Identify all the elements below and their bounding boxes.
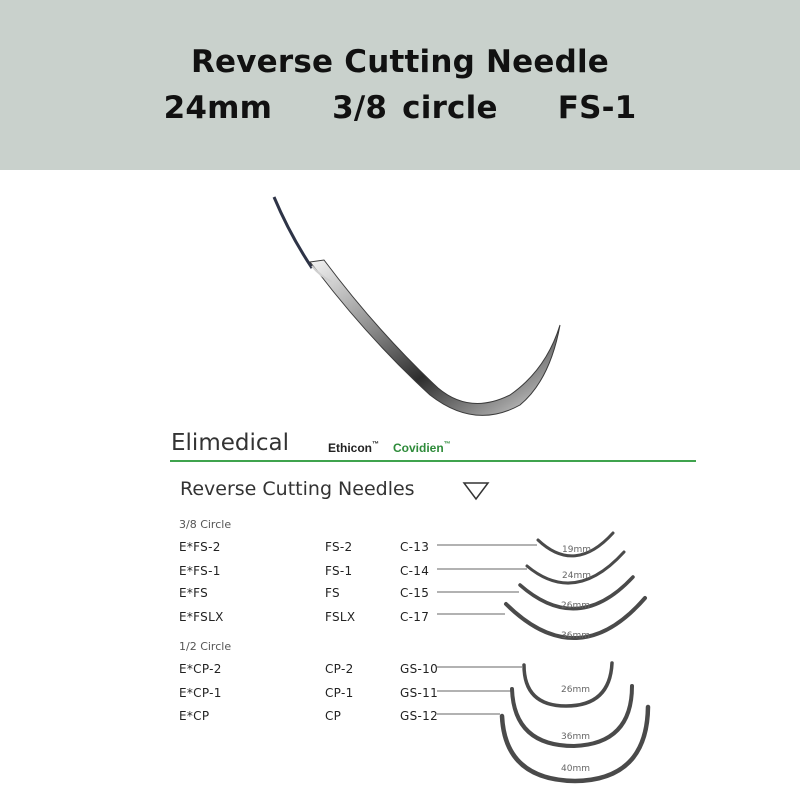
section-title: Reverse Cutting Needles bbox=[180, 478, 415, 500]
elimedical-logo: Elimedical bbox=[171, 430, 289, 456]
table-cell: CP-1 bbox=[325, 686, 354, 700]
size-label: 36mm bbox=[561, 732, 590, 742]
needle-size: 24mm bbox=[163, 90, 273, 126]
table-cell: E*FS-2 bbox=[179, 540, 221, 554]
needle-curvature: 3/8 circle bbox=[332, 90, 498, 126]
table-cell: FS-2 bbox=[325, 540, 353, 554]
table-cell: E*FS bbox=[179, 586, 209, 600]
size-labels bbox=[561, 545, 591, 774]
table-cell: CP bbox=[325, 709, 342, 723]
group-label-3-8-circle: 3/8 Circle bbox=[179, 518, 232, 531]
size-label: 26mm bbox=[561, 685, 590, 695]
table-cell: E*CP-1 bbox=[179, 686, 222, 700]
table-cell: GS-11 bbox=[400, 686, 439, 700]
table-cell: C-14 bbox=[400, 564, 430, 578]
size-label: 26mm bbox=[561, 601, 590, 611]
table-cell: FSLX bbox=[325, 610, 356, 624]
table-cell: GS-12 bbox=[400, 709, 439, 723]
table-cell: GS-10 bbox=[400, 662, 439, 676]
group-label-1-2-circle: 1/2 Circle bbox=[179, 640, 232, 653]
table-cell: C-17 bbox=[400, 610, 430, 624]
table-cell: E*FSLX bbox=[179, 610, 224, 624]
table-cell: E*CP bbox=[179, 709, 210, 723]
table-cell: C-13 bbox=[400, 540, 430, 554]
ethicon-brand: Ethicon™ bbox=[328, 441, 379, 455]
table-cell: FS bbox=[325, 586, 340, 600]
size-label: 19mm bbox=[562, 545, 591, 555]
size-label: 40mm bbox=[561, 764, 590, 774]
table-cell: CP-2 bbox=[325, 662, 354, 676]
table-cell: C-15 bbox=[400, 586, 430, 600]
size-label: 36mm bbox=[561, 631, 590, 641]
table-cell: E*CP-2 bbox=[179, 662, 222, 676]
product-title: Reverse Cutting Needle bbox=[190, 44, 610, 80]
needle-code: FS-1 bbox=[557, 90, 637, 126]
leader-lines bbox=[437, 545, 537, 714]
table-cell: FS-1 bbox=[325, 564, 353, 578]
covidien-brand: Covidien™ bbox=[393, 441, 451, 455]
table-cell: E*FS-1 bbox=[179, 564, 221, 578]
size-label: 24mm bbox=[562, 571, 591, 581]
